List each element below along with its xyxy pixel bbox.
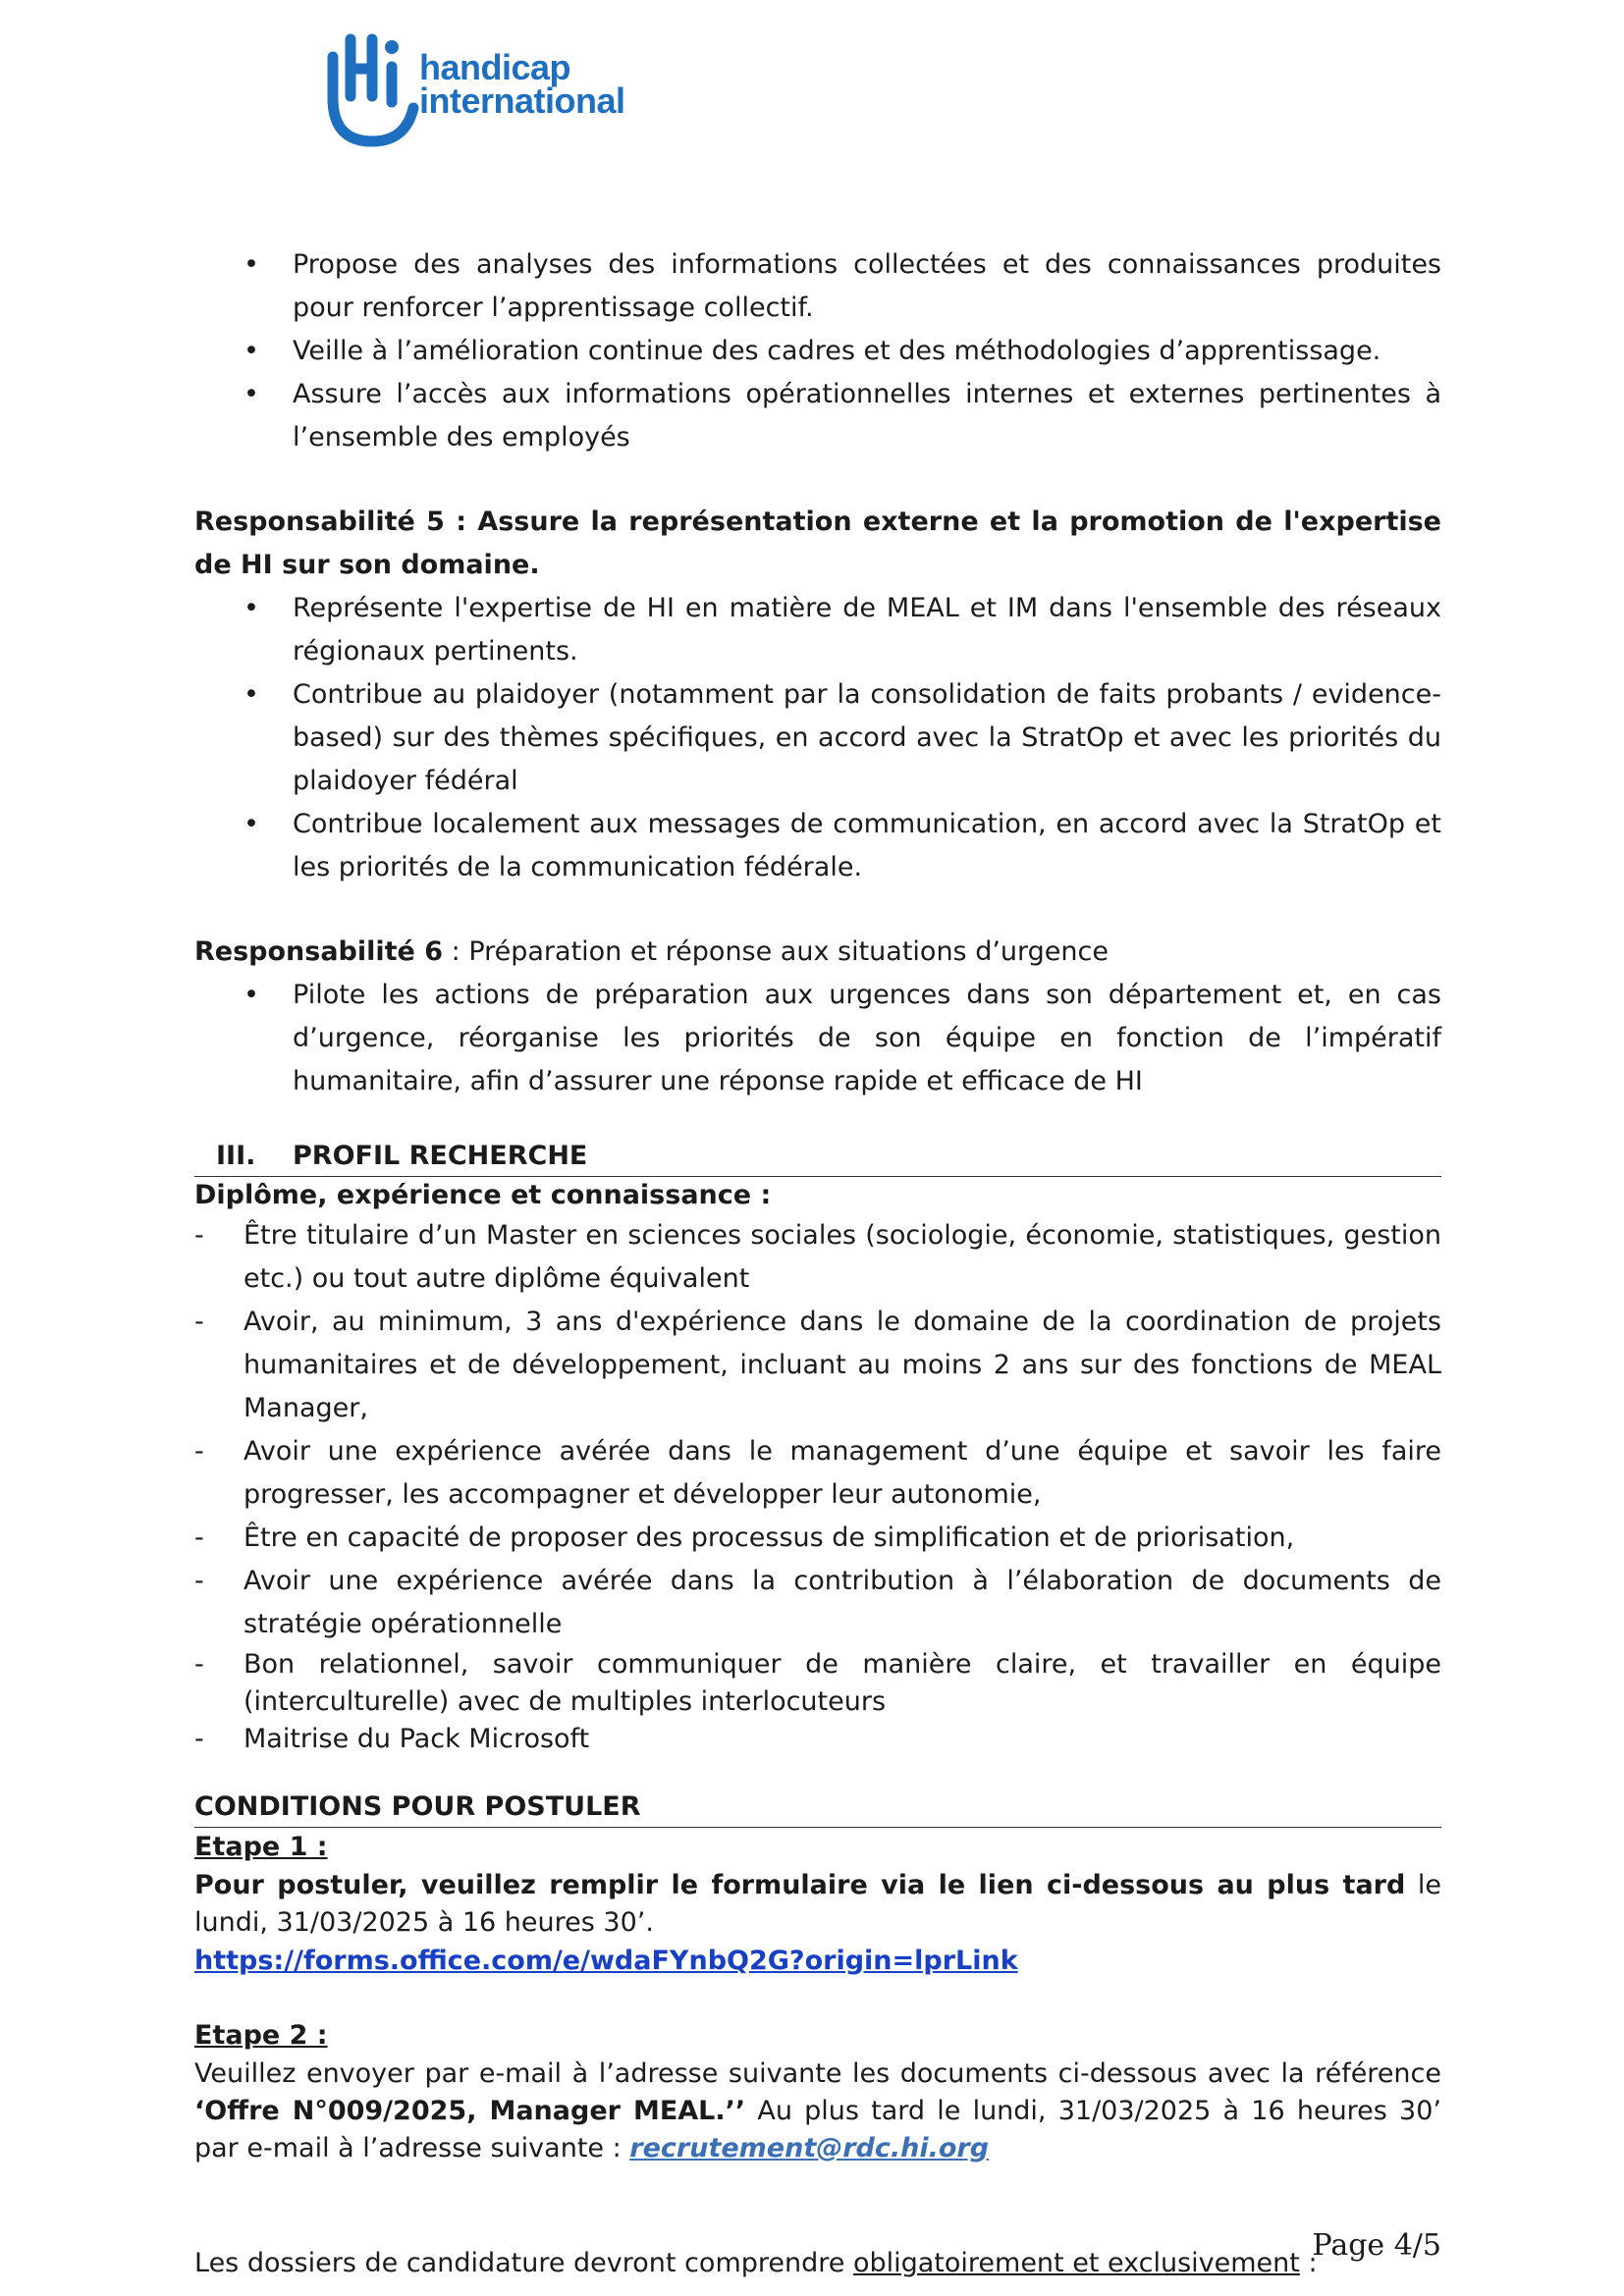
responsibility-5-list [194,587,1441,889]
bullet-icon: • [244,980,259,1010]
logo-text [419,47,625,121]
step-2-text: Veuillez envoyer par e-mail à l’adresse suivante les documents ci-dessous avec la référence ‘Offre N°009/2025, Manager MEAL.’’ Au plus tard le lundi, 31/03/2025 à 16 heures 30’ par e-mail à l’adresse suivante : recrutement@rdc.hi.org [194,2058,1442,2163]
list-item: - Avoir, au minimum, 3 ans d'expérience dans le domaine de la coordination de projets humanitaires et de développement, incluant au moins 2 ans sur des fonctions de MEAL Manager, [194,1301,1441,1430]
logo-line-handicap: handicap [419,47,571,87]
dash-icon: - [194,1220,204,1251]
dash-icon: - [194,1522,204,1553]
section-number: III. [216,1141,256,1171]
responsibility-5-title: Responsabilité 5 : Assure la représentation externe et la promotion de l'expertise de HI sur son domaine. [194,507,1441,580]
step-1-text: Pour postuler, veuillez remplir le formulaire via le lien ci-dessous au plus tard le lundi, 31/03/2025 à 16 heures 30’. [194,1870,1441,1938]
application-form-link[interactable]: https://forms.office.com/e/wdaFYnbQ2G?origin=lprLink [194,1946,1018,1976]
list-item: - Être titulaire d’un Master en sciences sociales (sociologie, économie, statistiques, gestion etc.) ou tout autre diplôme équivalent [194,1214,1441,1301]
list-item: • Veille à l’amélioration continue des cadres et des méthodologies d’apprentissage. [194,330,1441,373]
list-item: • Contribue au plaidoyer (notamment par la consolidation de faits probants / evidence-based) sur des thèmes spécifiques, en accord avec la StratOp et avec les priorités du plaidoyer fédéral [194,673,1441,803]
list-item: • Représente l'expertise de HI en matière de MEAL et IM dans l'ensemble des réseaux régionaux pertinents. [194,587,1441,673]
hi-hand-icon [321,27,429,150]
bullet-icon: • [244,809,259,839]
responsibility-6-title: Responsabilité 6 : Préparation et réponse aux situations d’urgence [194,936,1109,967]
profile-requirements-list [194,1214,1441,1758]
list-item: - Bon relationnel, savoir communiquer de manière claire, et travailler en équipe (interculturelle) avec de multiples interlocuteurs [194,1646,1441,1721]
bullet-icon: • [244,593,259,623]
list-item: - Maitrise du Pack Microsoft [194,1721,1441,1758]
section-title: PROFIL RECHERCHE [293,1141,588,1171]
document-body [194,243,1441,2283]
list-item: - Avoir une expérience avérée dans la contribution à l’élaboration de documents de stratégie opérationnelle [194,1560,1441,1646]
dash-icon: - [194,1649,204,1680]
dash-icon: - [194,1436,204,1467]
step-1-link-line [194,1942,1441,1981]
dash-icon: - [194,1566,204,1596]
bullet-icon: • [244,336,259,366]
dash-icon: - [194,1724,204,1754]
bullet-icon: • [244,679,259,710]
responsibility-6-list [194,974,1441,1103]
page-number: Page 4/5 [1312,2228,1441,2263]
list-item: • Assure l’accès aux informations opérationnelles internes et externes pertinentes à l’ensemble des employés [194,373,1441,459]
bullet-list-top [194,243,1441,459]
bullet-icon: • [244,249,259,280]
step-1-label: Etape 1 : [194,1832,328,1862]
section-title: CONDITIONS POUR POSTULER [194,1791,641,1822]
list-item: • Contribue localement aux messages de communication, en accord avec la StratOp et les priorités de la communication fédérale. [194,803,1441,889]
list-item: - Être en capacité de proposer des processus de simplification et de priorisation, [194,1517,1441,1560]
logo-line-international: international [419,80,625,121]
step-2-label: Etape 2 : [194,2020,328,2051]
list-item: • Propose des analyses des informations collectées et des connaissances produites pour renforcer l’apprentissage collectif. [194,243,1441,330]
list-item: • Pilote les actions de préparation aux urgences dans son département et, en cas d’urgence, réorganise les priorités de son équipe en fonction de l’impératif humanitaire, afin d’assurer une réponse rapide et efficace de HI [194,974,1441,1103]
application-requirements-text: Les dossiers de candidature devront comprendre obligatoirement et exclusivement : [194,2248,1318,2278]
list-item: - Avoir une expérience avérée dans le management d’une équipe et savoir les faire progresser, les accompagner et développer leur autonomie, [194,1430,1441,1517]
dash-icon: - [194,1307,204,1337]
bullet-icon: • [244,379,259,409]
profile-subtitle: Diplôme, expérience et connaissance : [194,1180,772,1210]
recruitment-email-link[interactable]: recrutement@rdc.hi.org [629,2133,990,2163]
section-conditions-heading [194,1788,1441,1828]
section-profile-heading [194,1137,1441,1177]
